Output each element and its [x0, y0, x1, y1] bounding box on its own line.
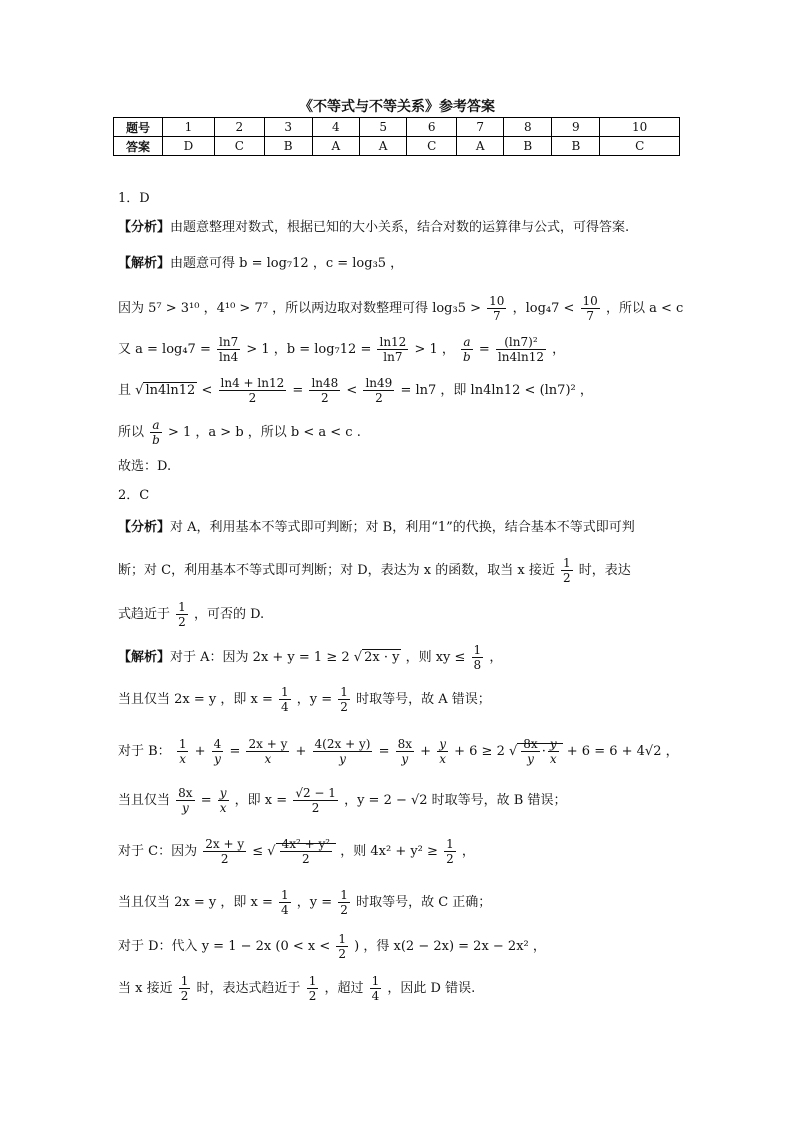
math-text: 对于 B：	[118, 744, 171, 759]
fraction	[548, 737, 559, 766]
denominator: b	[152, 433, 160, 447]
fraction	[150, 418, 162, 447]
fraction	[461, 335, 473, 364]
fraction	[487, 294, 506, 323]
q2-solution-c-line-2	[118, 888, 491, 917]
q2-analysis-line-2	[118, 556, 631, 585]
denominator: y	[527, 752, 534, 766]
math-text: =	[200, 793, 212, 808]
fraction	[309, 376, 340, 405]
numerator: ln12	[379, 335, 407, 349]
math-text: 时，表达式趋近于	[196, 981, 301, 996]
fraction	[396, 737, 414, 766]
table-cell: 1	[163, 118, 215, 137]
math-text: 对于 C：因为	[118, 844, 198, 859]
q2-solution-a-line-1	[118, 643, 502, 672]
numerator: a	[461, 335, 473, 350]
table-cell: 7	[457, 118, 504, 137]
radical: √ $\frac{8x}{y}$ · $\frac{y}{x}$	[509, 743, 563, 759]
analysis-text: 时，表达	[578, 563, 631, 578]
q1-solution-line-3	[118, 335, 565, 364]
fraction	[472, 643, 484, 672]
fraction	[444, 837, 456, 866]
solution-text: 由题意可得 b = log₇12 ，c = log₃5 ，	[170, 256, 404, 271]
fraction	[280, 837, 333, 866]
fraction	[307, 974, 319, 1003]
fraction	[338, 888, 350, 917]
analysis-tag: 【分析】	[118, 520, 171, 535]
numerator: a	[150, 418, 162, 433]
denominator: x	[219, 801, 227, 815]
math-text: =	[292, 383, 304, 398]
math-text: 所以	[118, 425, 145, 440]
denominator: 4	[281, 903, 289, 917]
numerator: 1	[562, 556, 571, 570]
table-cell: 9	[552, 118, 600, 137]
denominator: 2	[180, 989, 189, 1003]
q2-solution-d-line-2	[118, 974, 475, 1003]
fraction	[377, 335, 408, 364]
math-text: )	[354, 939, 360, 954]
numerator: √2 − 1	[295, 786, 336, 800]
fraction	[496, 335, 546, 364]
denominator: ln4	[219, 350, 239, 364]
denominator: 2	[562, 571, 571, 585]
fraction	[246, 737, 289, 766]
fraction	[279, 685, 291, 714]
table-cell: 10	[600, 118, 680, 137]
numerator: 8x	[397, 737, 413, 751]
math-text: +	[420, 744, 432, 759]
denominator: ln4ln12	[497, 350, 544, 364]
math-text: ，	[461, 844, 475, 859]
table-row	[114, 137, 680, 156]
math-text: 又 a = log₄7 =	[118, 342, 211, 357]
fraction	[370, 974, 382, 1003]
q1-conclusion: 故选：D.	[118, 459, 172, 474]
numerator: 4x² + y²	[281, 837, 331, 851]
math-text: ，则 xy ≤	[405, 650, 466, 665]
radicand: ln4ln12	[145, 383, 196, 398]
table-cell: C	[600, 137, 680, 156]
denominator: ln7	[383, 350, 403, 364]
radical: √ $\frac{\text{4x² + y²}}{2}$	[267, 843, 336, 859]
numerator: ln4 + ln12	[220, 376, 285, 390]
fraction	[437, 737, 448, 766]
page-title: 《不等式与不等关系》参考答案	[299, 99, 495, 115]
fraction	[219, 376, 287, 405]
table-cell: 4	[312, 118, 359, 137]
math-text: ，	[552, 342, 566, 357]
math-text: > 1 ，	[414, 342, 455, 357]
math-text: ，log₄7 <	[512, 301, 575, 316]
analysis-text: ，可否的 D.	[193, 607, 265, 622]
math-text: +	[194, 744, 206, 759]
radical: √ 2x · y	[353, 650, 400, 665]
numerator: 1	[281, 888, 289, 902]
math-text: 对于 A：因为 2x + y = 1 ≥ 2	[170, 650, 350, 665]
math-text: ，即 x =	[234, 793, 288, 808]
q2-solution-b-line-2	[118, 786, 567, 815]
table-cell: C	[407, 137, 457, 156]
numerator: 1	[340, 685, 348, 699]
numerator: 1	[308, 974, 317, 988]
denominator: 2	[308, 989, 317, 1003]
q1-solution-line-4	[118, 376, 593, 405]
math-text: 当且仅当	[118, 793, 171, 808]
solution-tag: 【解析】	[118, 650, 171, 665]
table-cell: B	[504, 137, 552, 156]
fraction	[218, 786, 229, 815]
q2-analysis-line-3	[118, 600, 264, 629]
table-header-cell: 题号	[114, 118, 163, 137]
numerator: 1	[178, 737, 187, 751]
q1-solution-line-2	[118, 294, 683, 323]
table-row	[114, 118, 680, 137]
radical: √ ln4ln12	[135, 383, 196, 398]
denominator: 7	[586, 309, 594, 323]
math-text: 时取等号，故 C 正确；	[356, 895, 492, 910]
analysis-text: 式趋近于	[118, 607, 171, 622]
math-text: ，所以 a < c	[605, 301, 684, 316]
numerator: 1	[446, 837, 454, 851]
numerator: 10	[582, 294, 598, 308]
numerator: 8x	[178, 786, 193, 800]
numerator: 8x	[523, 737, 538, 751]
table-cell: 5	[360, 118, 407, 137]
numerator: 1	[340, 888, 348, 902]
analysis-text: 由题意整理对数式，根据已知的大小关系，结合对数的运算律与公式，可得答案.	[170, 220, 630, 235]
denominator: y	[401, 752, 409, 766]
math-text: 当且仅当 2x = y ，即 x =	[118, 692, 273, 707]
denominator: y	[339, 752, 346, 766]
math-text: ，y = 2 − √2 时取等号，故 B 错误；	[344, 793, 567, 808]
table-header-cell: 答案	[114, 137, 163, 156]
q2-analysis-line-1	[118, 519, 635, 537]
radicand	[276, 837, 337, 866]
numerator: ln49	[365, 376, 393, 390]
fraction	[561, 556, 573, 585]
denominator: 2	[248, 391, 257, 405]
q1-heading: 1．D	[118, 191, 150, 206]
math-text: +	[295, 744, 307, 759]
math-text: ，超过	[324, 981, 364, 996]
answer-table	[113, 117, 680, 156]
fraction	[177, 737, 189, 766]
numerator: y	[219, 786, 227, 800]
fraction	[176, 600, 188, 629]
denominator: 2	[340, 700, 348, 714]
analysis-tag: 【分析】	[118, 220, 171, 235]
math-text: + 6 = 6 + 4√2 ，	[566, 744, 679, 759]
math-text: ，y =	[296, 895, 333, 910]
fraction	[217, 335, 240, 364]
fraction	[179, 974, 191, 1003]
q2-solution-b-line-1	[118, 737, 679, 766]
denominator: 4	[371, 989, 380, 1003]
math-text: ≤	[252, 844, 264, 859]
denominator: 2	[302, 852, 310, 866]
fraction	[581, 294, 600, 323]
fraction	[176, 786, 194, 815]
analysis-text: 对 A，利用基本不等式即可判断；对 B，利用“1”的代换，结合基本不等式即可判	[170, 520, 635, 535]
denominator: 2	[321, 391, 329, 405]
q1-solution-line-5	[118, 418, 361, 447]
numerator: 1	[178, 600, 186, 614]
numerator: 1	[371, 974, 380, 988]
q2-heading: 2．C	[118, 488, 150, 503]
table-cell: B	[264, 137, 312, 156]
fraction	[279, 888, 291, 917]
denominator: 2	[375, 391, 383, 405]
table-cell: 8	[504, 118, 552, 137]
numerator: 1	[281, 685, 289, 699]
numerator: y	[439, 737, 446, 751]
denominator: x	[439, 752, 446, 766]
fraction	[313, 737, 373, 766]
q1-solution-line-1	[118, 255, 403, 273]
denominator: y	[214, 752, 221, 766]
denominator: y	[181, 801, 189, 815]
table-cell: 2	[214, 118, 264, 137]
numerator: 2x + y	[205, 837, 245, 851]
analysis-text: 断；对 C，利用基本不等式即可判断；对 D，表达为 x 的函数，取当 x 接近	[118, 563, 555, 578]
denominator: 8	[473, 658, 482, 672]
math-text: ，	[489, 650, 503, 665]
math-text: > 1 ，a > b ，所以 b < a < c .	[167, 425, 361, 440]
math-text: ，因此 D 错误.	[387, 981, 476, 996]
denominator: 2	[338, 947, 347, 961]
numerator: 4(2x + y)	[314, 737, 371, 751]
fraction	[212, 737, 224, 766]
denominator: b	[463, 350, 471, 364]
numerator: (ln7)²	[496, 335, 546, 350]
numerator: 1	[180, 974, 189, 988]
denominator: 4	[281, 700, 289, 714]
table-cell: A	[312, 137, 359, 156]
fraction	[363, 376, 394, 405]
table-cell: A	[457, 137, 504, 156]
fraction	[521, 737, 539, 766]
math-text: =	[229, 744, 241, 759]
denominator: 2	[178, 615, 186, 629]
math-text: 当 x 接近	[118, 981, 173, 996]
math-text: 且	[118, 383, 132, 398]
math-text: 当且仅当 2x = y ，即 x =	[118, 895, 273, 910]
fraction	[336, 932, 348, 961]
math-text: > 1 ，b = log₇12 =	[246, 342, 372, 357]
denominator: x	[549, 752, 557, 766]
q2-solution-a-line-2	[118, 685, 491, 714]
math-text: ，y =	[296, 692, 333, 707]
numerator: 4	[213, 737, 222, 751]
fraction	[338, 685, 350, 714]
numerator: 10	[489, 294, 505, 308]
math-text: 对于 D：代入 y = 1 − 2x	[118, 939, 272, 954]
q2-solution-d-line-1	[118, 932, 546, 961]
math-text: ·	[541, 744, 546, 759]
table-cell: 3	[264, 118, 312, 137]
math-text: =	[478, 342, 490, 357]
math-text: 时取等号，故 A 错误；	[356, 692, 491, 707]
numerator: 1	[473, 643, 482, 657]
math-text: ，则 4x² + y² ≥	[340, 844, 438, 859]
math-text: ，得 x(2 − 2x) = 2x − 2x² ，	[363, 939, 546, 954]
table-cell: 6	[407, 118, 457, 137]
table-cell: C	[214, 137, 264, 156]
numerator: 1	[338, 932, 347, 946]
math-text: <	[201, 383, 213, 398]
denominator: 7	[492, 309, 501, 323]
radicand	[517, 737, 562, 766]
denominator: 2	[220, 852, 229, 866]
q1-analysis	[118, 219, 629, 237]
table-cell: B	[552, 137, 600, 156]
math-text: (0 < x <	[275, 939, 331, 954]
numerator: 2x + y	[248, 737, 288, 751]
fraction	[203, 837, 246, 866]
denominator: x	[264, 752, 272, 766]
denominator: x	[179, 752, 187, 766]
denominator: 2	[446, 852, 454, 866]
math-text: =	[378, 744, 390, 759]
numerator: ln48	[311, 376, 339, 390]
table-cell: D	[163, 137, 215, 156]
denominator: 2	[340, 903, 348, 917]
math-text: <	[346, 383, 358, 398]
math-text: 因为 5⁷ > 3¹⁰ ，4¹⁰ > 7⁷ ，所以两边取对数整理可得 log₃5 >	[118, 301, 482, 316]
numerator: y	[549, 737, 557, 751]
fraction	[293, 786, 338, 815]
math-text: + 6 ≥ 2	[454, 744, 505, 759]
math-text: = ln7 ，即 ln4ln12 < (ln7)² ，	[400, 383, 593, 398]
solution-tag: 【解析】	[118, 256, 171, 271]
denominator: 2	[311, 801, 320, 815]
table-cell: A	[360, 137, 407, 156]
q2-solution-c-line-1	[118, 837, 475, 866]
numerator: ln7	[219, 335, 239, 349]
radicand: 2x · y	[364, 650, 400, 665]
